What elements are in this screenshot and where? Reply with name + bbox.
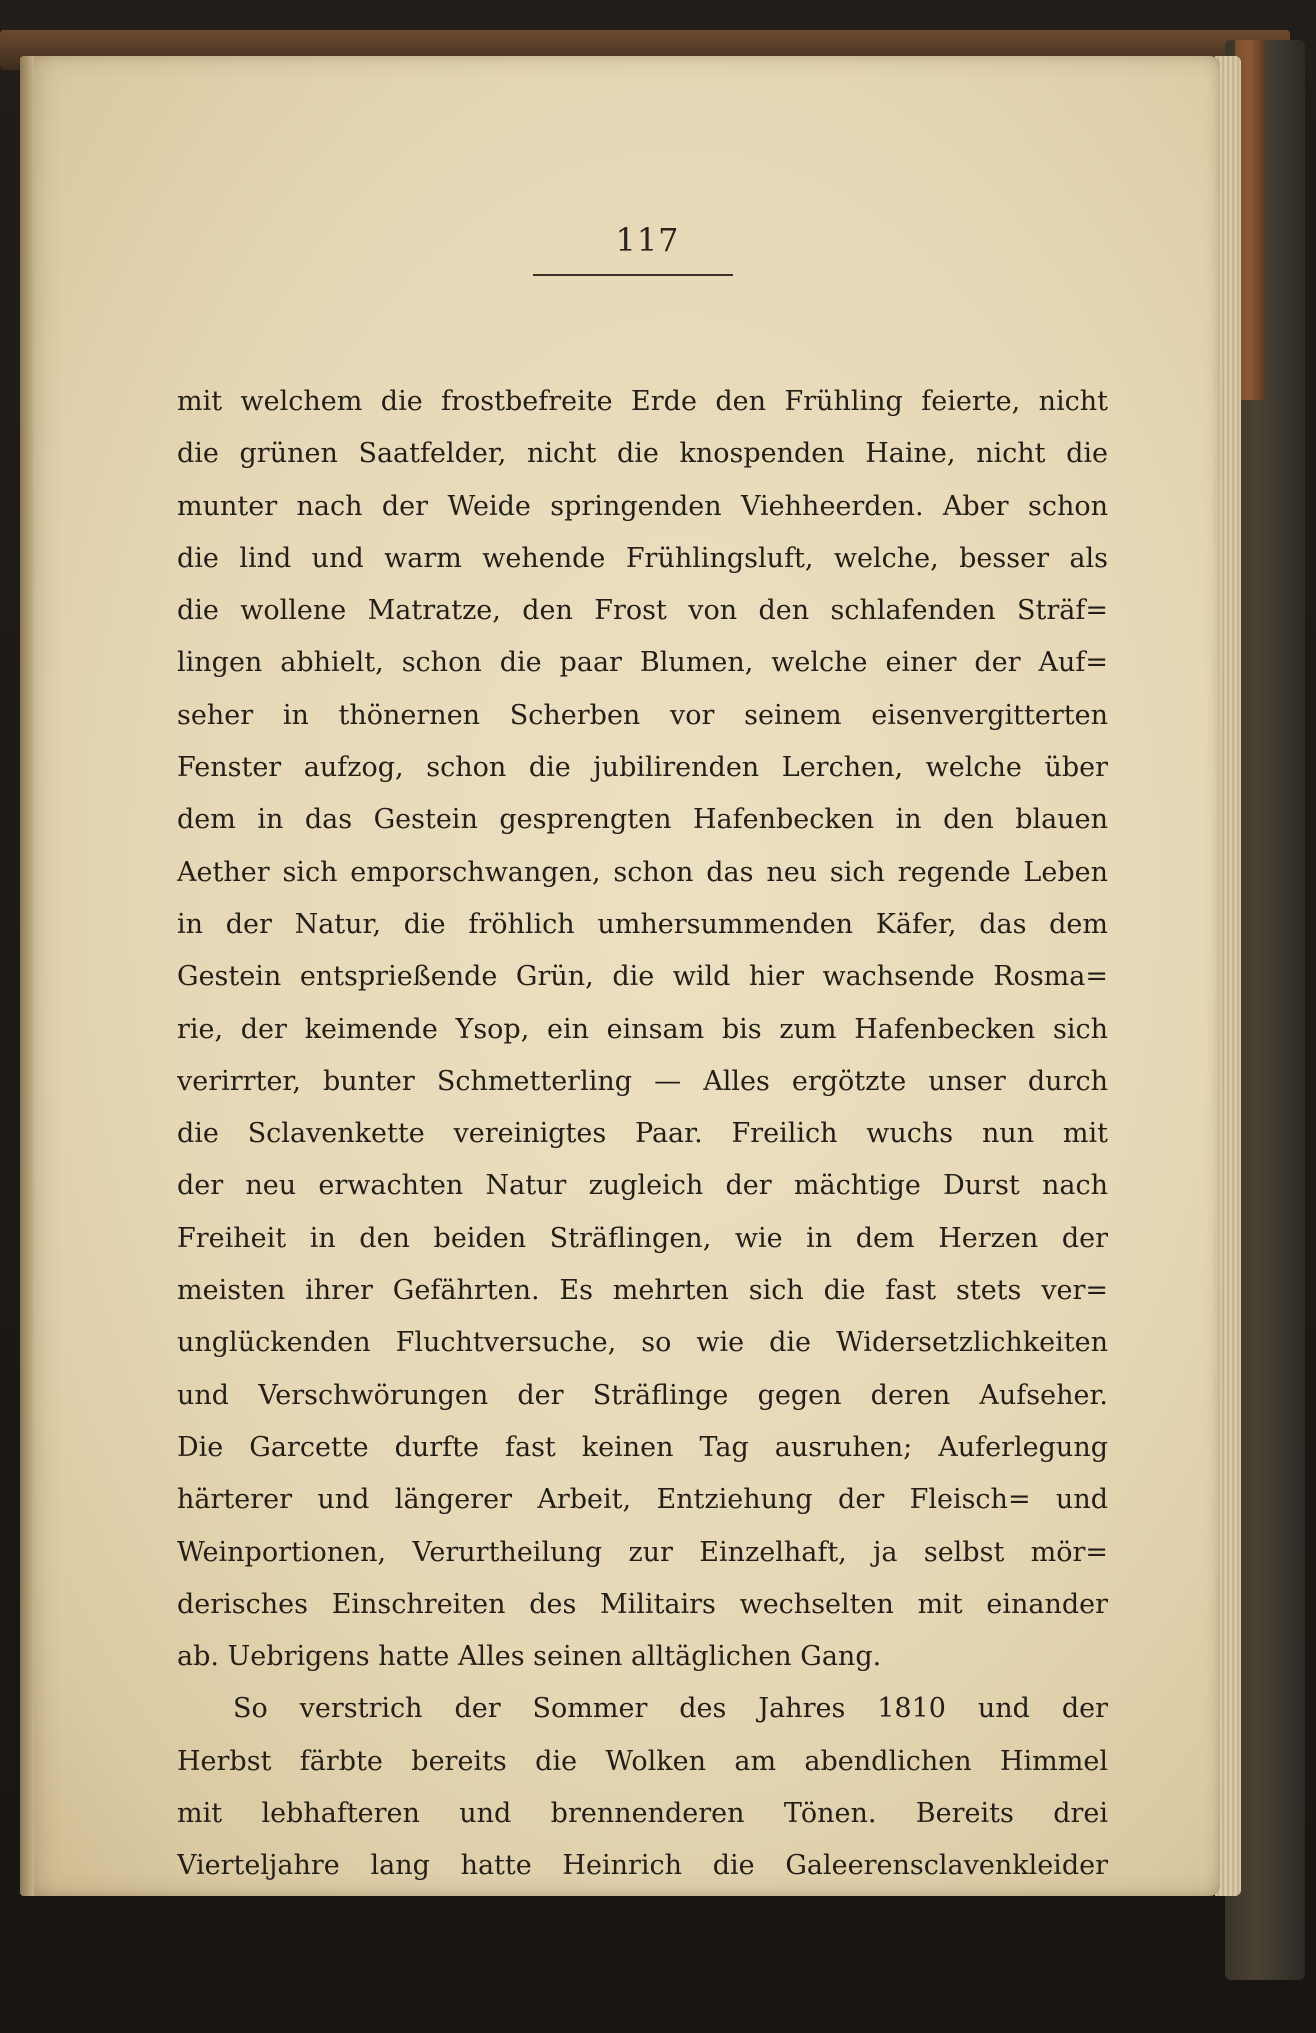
text-line: rie, der keimende Ysop, ein einsam bis zum Hafenbecken sich [177,1013,1108,1045]
text-line: die lind und warm wehende Frühlingsluft, welche, besser als [177,542,1108,574]
text-line: meisten ihrer Gefährten. Es mehrten sich die fast stets ver= [177,1275,1108,1307]
page-number: 117 [615,221,680,259]
page-gutter [20,56,34,1896]
text-line: munter nach der Weide springenden Viehheerden. Aber schon [177,490,1108,522]
text-line: Weinportionen, Verurtheilung zur Einzelhaft, ja selbst mör= [177,1536,1108,1568]
text-line: Vierteljahre lang hatte Heinrich die Galeerensclavenkleider [177,1850,1108,1882]
text-line: lingen abhielt, schon die paar Blumen, welche einer der Auf= [177,647,1108,679]
text-line: Gestein entsprießende Grün, die wild hier wachsende Rosma= [177,961,1108,993]
text-line: seher in thönernen Scherben vor seinem eisenvergitterten [177,699,1108,731]
text-line: Fenster aufzog, schon die jubilirenden Lerchen, welche über [177,752,1108,784]
text-line: die wollene Matratze, den Frost von den schlafenden Sträf= [177,595,1108,627]
text-line: in der Natur, die fröhlich umhersummenden Käfer, das dem [177,908,1108,940]
page-number-rule [533,274,733,276]
text-line: Freiheit in den beiden Sträflingen, wie in dem Herzen der [177,1222,1108,1254]
text-line: die Sclavenkette vereinigtes Paar. Freilich wuchs nun mit [177,1118,1108,1150]
page-sheet [20,56,1220,1896]
body-text [177,376,1108,1893]
text-line: und Verschwörungen der Sträflinge gegen deren Aufseher. [177,1379,1108,1411]
text-line: Aether sich emporschwangen, schon das neu sich regende Leben [177,856,1108,888]
text-line: härterer und längerer Arbeit, Entziehung der Fleisch= und [177,1484,1108,1516]
text-line: unglückenden Fluchtversuche, so wie die Widersetzlichkeiten [177,1327,1108,1359]
text-line: verirrter, bunter Schmetterling — Alles ergötzte unser durch [177,1065,1108,1097]
text-line: mit lebhafteren und brennenderen Tönen. Bereits drei [177,1798,1108,1830]
text-line-paragraph-end: ab. Uebrigens hatte Alles seinen alltäglichen Gang. [177,1641,882,1673]
text-line-paragraph-start: So verstrich der Sommer des Jahres 1810 und der [233,1693,1108,1725]
text-line: die grünen Saatfelder, nicht die knospenden Haine, nicht die [177,438,1108,470]
text-line: der neu erwachten Natur zugleich der mächtige Durst nach [177,1170,1108,1202]
text-line: Die Garcette durfte fast keinen Tag ausruhen; Auferlegung [177,1431,1108,1463]
text-line: mit welchem die frostbefreite Erde den Frühling feierte, nicht [177,386,1108,417]
text-line: derisches Einschreiten des Militairs wechselten mit einander [177,1588,1108,1620]
text-line: Herbst färbte bereits die Wolken am abendlichen Himmel [177,1745,1108,1777]
text-line: dem in das Gestein gesprengten Hafenbecken in den blauen [177,804,1108,836]
